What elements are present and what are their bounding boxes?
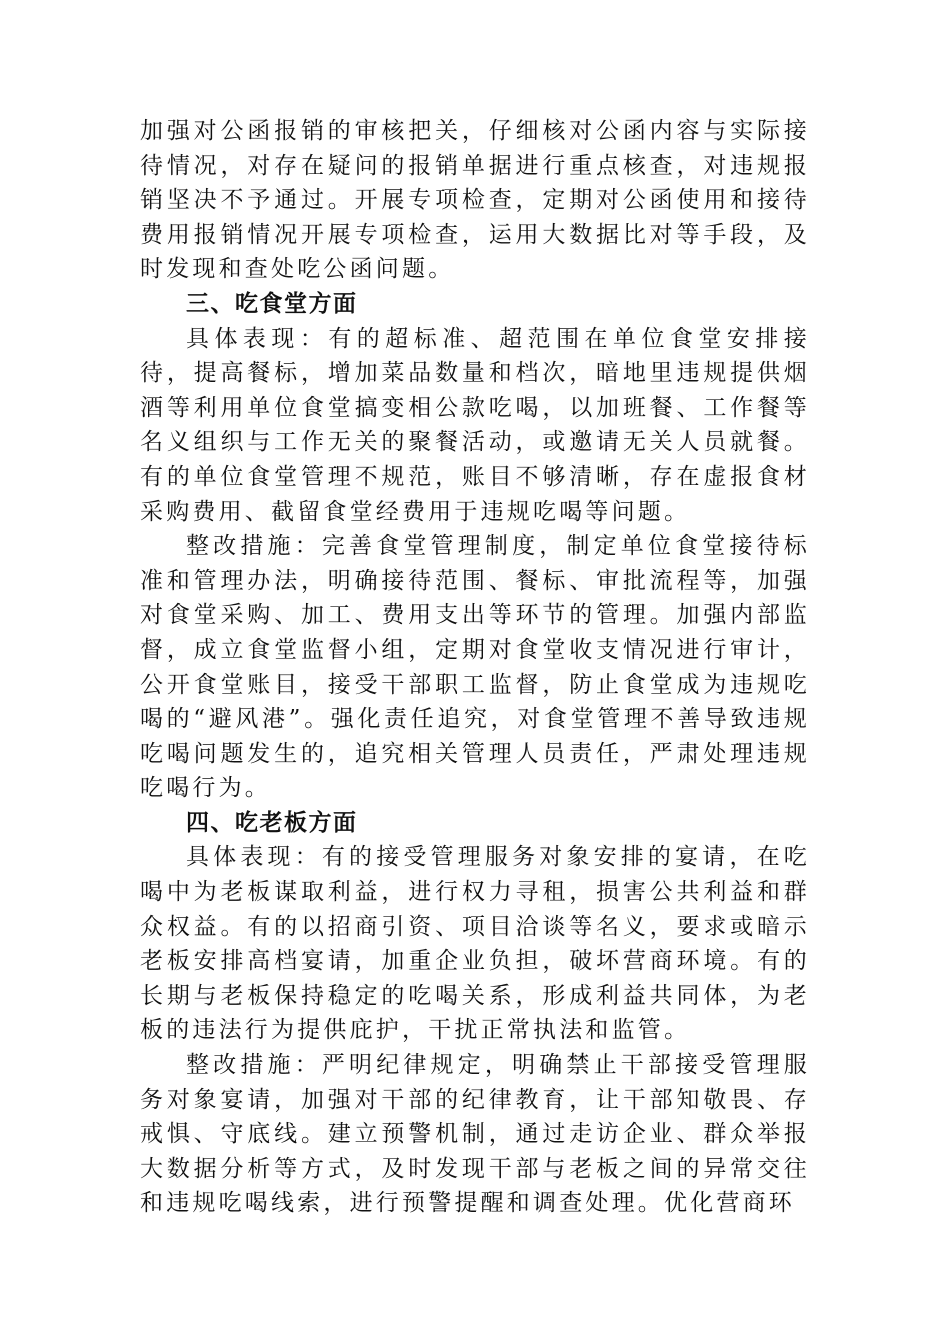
paragraph-boss-manifestation: 具体表现：有的接受管理服务对象安排的宴请，在吃喝中为老板谋取利益，进行权力寻租，损害公共利益和群众权益。有的以招商引资、项目洽谈等名义，要求或暗示老板安排高档宴请，加重企业负担，破坏营商环境。有的长期与老板保持稳定的吃喝关系，形成利益共同体，为老板的违法行为提供庇护，干扰正常执法和监管。 [140,844,810,1044]
paragraph-canteen-measures: 整改措施：完善食堂管理制度，制定单位食堂接待标准和管理办法，明确接待范围、餐标、审批流程等，加强对食堂采购、加工、费用支出等环节的管理。加强内部监督，成立食堂监督小组，定期对食堂收支情况进行审计，公开食堂账目，接受干部职工监督，防止食堂成为违规吃喝的“避风港”。强化责任追究，对食堂管理不善导致违规吃喝问题发生的，追究相关管理人员责任，严肃处理违规吃喝行为。 [140,533,810,802]
section-heading-4: 四、吃老板方面 [186,809,358,836]
paragraph-continuation: 加强对公函报销的审核把关，仔细核对公函内容与实际接待情况，对存在疑问的报销单据进行重点核查，对违规报销坚决不予通过。开展专项检查，定期对公函使用和接待费用报销情况开展专项检查，运用大数据比对等手段，及时发现和查处吃公函问题。 [140,118,810,283]
section-heading-3: 三、吃食堂方面 [186,290,358,317]
paragraph-boss-measures: 整改措施：严明纪律规定，明确禁止干部接受管理服务对象宴请，加强对干部的纪律教育，让干部知敬畏、存戒惧、守底线。建立预警机制，通过走访企业、群众举报大数据分析等方式，及时发现干部与老板之间的异常交往和违规吃喝线索，进行预警提醒和调查处理。优化营商环 [140,1052,810,1217]
paragraph-canteen-manifestation: 具体表现：有的超标准、超范围在单位食堂安排接待，提高餐标，增加菜品数量和档次，暗地里违规提供烟酒等利用单位食堂搞变相公款吃喝，以加班餐、工作餐等名义组织与工作无关的聚餐活动，或邀请无关人员就餐。有的单位食堂管理不规范，账目不够清晰，存在虚报食材采购费用、截留食堂经费用于违规吃喝等问题。 [140,325,810,525]
document-page [140,114,810,1221]
